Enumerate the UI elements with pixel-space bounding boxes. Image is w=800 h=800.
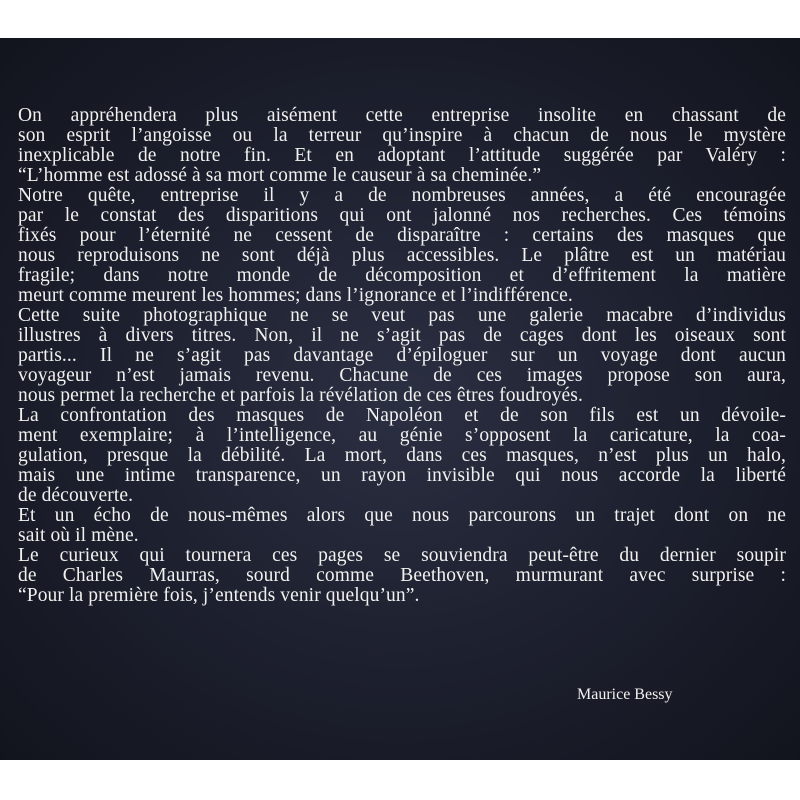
text-line: par le constat des disparitions qui ont jalonné nos recherches. Ces témoins	[18, 205, 786, 226]
text-line: son esprit l’angoisse ou la terreur qu’inspire à chacun de nous le mystère	[18, 125, 786, 146]
text-line: inexplicable de notre fin. Et en adoptant l’attitude suggérée par Valéry :	[18, 145, 786, 166]
dark-text-panel	[0, 38, 800, 760]
text-line: sait où il mène.	[18, 525, 139, 546]
text-line: ment exemplaire; à l’intelligence, au génie s’opposent la caricature, la coa-	[18, 425, 786, 446]
text-line: Notre quête, entreprise il y a de nombreuses années, a été encouragée	[18, 185, 786, 206]
text-line: mais une intime transparence, un rayon invisible qui nous accorde la liberté	[18, 465, 786, 486]
text-line: illustres à divers titres. Non, il ne s’agit pas de cages dont les oiseaux sont	[18, 325, 786, 346]
text-line: fixés pour l’éternité ne cessent de disparaître : certains des masques que	[18, 225, 786, 246]
text-line: On appréhendera plus aisément cette entreprise insolite en chassant de	[18, 105, 786, 126]
text-line: de Charles Maurras, sourd comme Beethoven, murmurant avec surprise :	[18, 565, 786, 586]
text-line: Le curieux qui tournera ces pages se souviendra peut-être du dernier soupir	[18, 545, 786, 566]
text-line: nous reproduisons ne sont déjà plus accessibles. Le plâtre est un matériau	[18, 245, 786, 266]
text-line: “L’homme est adossé à sa mort comme le causeur à sa cheminée.”	[18, 165, 542, 186]
text-line: “Pour la première fois, j’entends venir quelqu’un”.	[18, 585, 420, 606]
preface-text	[18, 106, 786, 606]
text-line: nous permet la recherche et parfois la révélation de ces êtres foudroyés.	[18, 385, 583, 406]
text-line: La confrontation des masques de Napoléon et de son fils est un dévoile-	[18, 405, 786, 426]
text-line: de découverte.	[18, 485, 134, 506]
text-line: fragile; dans notre monde de décomposition et d’effritement la matière	[18, 265, 786, 286]
text-line: voyageur n’est jamais revenu. Chacune de ces images propose son aura,	[18, 365, 786, 386]
text-line: Cette suite photographique ne se veut pas une galerie macabre d’individus	[18, 305, 786, 326]
text-line: partis... Il ne s’agit pas davantage d’épiloguer sur un voyage dont aucun	[18, 345, 786, 366]
text-line: gulation, presque la débilité. La mort, dans ces masques, n’est plus un halo,	[18, 445, 786, 466]
text-line: meurt comme meurent les hommes; dans l’ignorance et l’indifférence.	[18, 285, 573, 306]
author-signature: Maurice Bessy	[577, 686, 673, 703]
text-line: Et un écho de nous-mêmes alors que nous parcourons un trajet dont on ne	[18, 505, 786, 526]
